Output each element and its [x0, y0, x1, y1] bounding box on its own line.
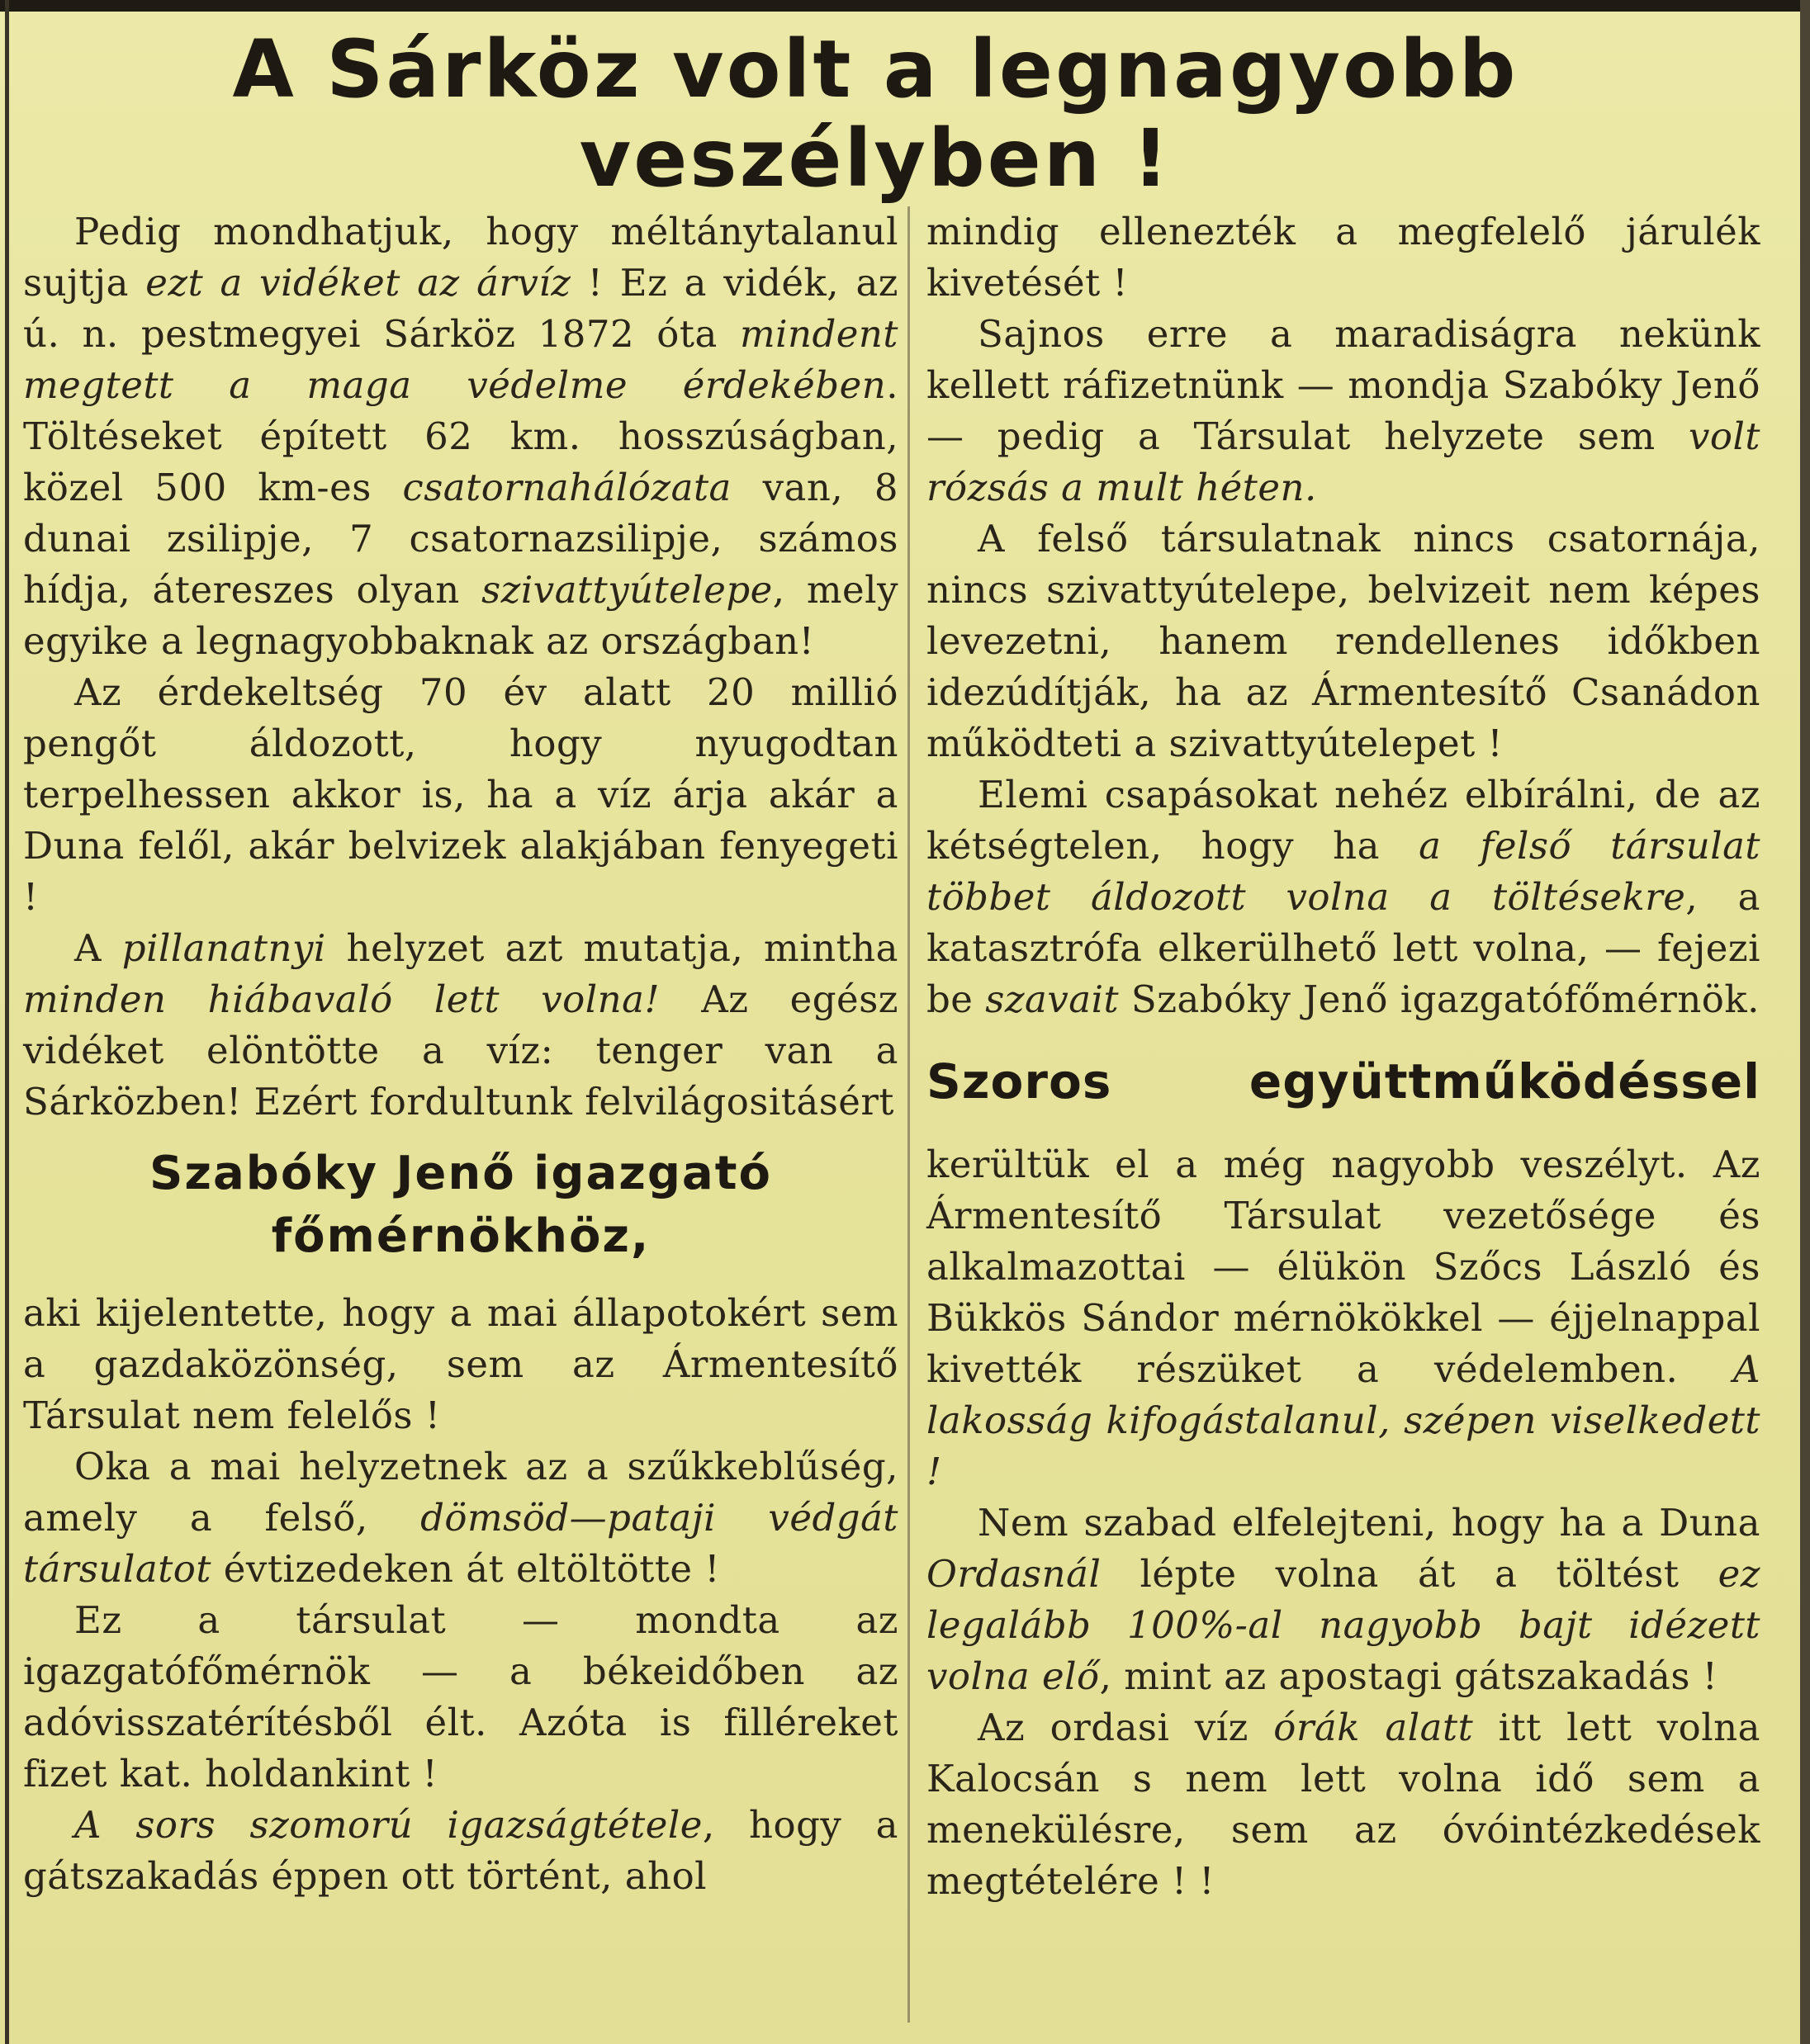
italic-run: szivattyútelepe [481, 568, 773, 612]
right-paragraph-4 [926, 769, 1760, 1025]
italic-run: mindent megtett a maga védelme érdekében [23, 312, 898, 407]
text-run: A [74, 926, 122, 970]
left-subheading: Szabóky Jenő igazgató főmérnökhöz, [149, 1147, 772, 1263]
right-paragraph-7 [926, 1702, 1760, 1907]
text-run: ! Ez a vidék, az ú. n. pestmegyei Sárköz 1872 óta [23, 261, 898, 356]
italic-run: minden hiábavaló lett volna! [23, 977, 661, 1021]
left-border-rule [5, 0, 9, 2044]
text-run: , mint az apostagi gátszakadás ! [1099, 1654, 1718, 1698]
italic-run: volt rózsás a mult héten. [926, 414, 1760, 509]
text-run: , mely egyike a legnagyobbaknak az országban! [23, 568, 898, 663]
italic-run: a felső társulat többet áldozott volna a töltésekre [926, 824, 1761, 919]
headline-line-1: A Sárköz volt a legnagyobb [232, 23, 1519, 116]
text-run: lépte volna át a töltést [1101, 1552, 1718, 1596]
left-paragraph-6: Ez a társulat — mondta az igazgatófőmérnök — a békeidőben az adóvisszatérítésből élt. Azóta is filléreket fizet kat. holdankint ! [23, 1598, 898, 1796]
text-run: Szabóky Jenő igazgatófőmérnök. [1119, 977, 1760, 1021]
text-run: van, 8 dunai zsilipje, 7 csatornazsilipje, számos hídja, átereszes olyan [23, 466, 898, 612]
italic-run: A lakosság kifogástalanul, szépen viselkedett ! [926, 1347, 1760, 1493]
italic-run: csatornahálózata [402, 466, 732, 509]
right-column [926, 206, 1760, 1907]
italic-run: szavait [985, 977, 1120, 1021]
left-paragraph-3 [23, 923, 898, 1128]
text-run: Pedig mondhatjuk, hogy méltánytalanul sujtja [23, 210, 898, 305]
text-run: Az egész vidéket elöntötte a víz: tenger van a Sárközben! Ezért fordultunk felvilágositásért [23, 977, 898, 1124]
text-run: Elemi csapásokat nehéz elbírálni, de az kétségtelen, hogy ha [926, 773, 1760, 868]
top-border-rule [0, 0, 1810, 12]
article-headline [99, 25, 1651, 203]
right-paragraph-6 [926, 1498, 1760, 1702]
text-run: Az ordasi víz [978, 1706, 1274, 1749]
italic-run: Ordasnál [926, 1552, 1102, 1596]
italic-run: ezt a vidéket az árvíz [145, 261, 571, 305]
left-paragraph-1 [23, 206, 898, 667]
right-subheading: Szoros együttműködéssel [926, 1053, 1760, 1110]
text-run: , hogy a gátszakadás éppen ott történt, ahol [23, 1803, 899, 1898]
text-run: Sajnos erre a maradiságra nekünk kellett ráfizetnünk — mondja Szabóky Jenő — pedig a Társulat helyzete sem [926, 312, 1760, 458]
italic-run: ez legalább 100%-al nagyobb bajt idézett volna elő [926, 1552, 1760, 1698]
text-run: , a katasztrófa elkerülhető lett volna, — fejezi be [926, 875, 1760, 1021]
text-run: évtizedeken át eltöltötte ! [211, 1547, 720, 1591]
text-run: helyzet azt mutatja, mintha [325, 926, 898, 970]
right-paragraph-2 [926, 309, 1760, 513]
italic-run: A sors szomorú igazságtétele [74, 1803, 703, 1847]
left-paragraph-5 [23, 1441, 898, 1595]
left-column [23, 206, 898, 1902]
headline-line-2: veszélyben ! [579, 112, 1172, 205]
right-paragraph-1: mindig ellenezték a megfelelő járulék kivetését ! [926, 210, 1760, 305]
text-run: . Töltéseket épített 62 km. hosszúságban, közel 500 km-es [23, 363, 898, 509]
right-paragraph-5 [926, 1139, 1760, 1498]
left-paragraph-7 [23, 1800, 898, 1902]
text-run: itt lett volna Kalocsán s nem lett volna idő sem a menekülésre, sem az óvóintézkedések megtételére ! ! [926, 1706, 1760, 1903]
right-paragraph-3: A felső társulatnak nincs csatornája, nincs szivattyútelepe, belvizeit nem képes levezetni, hanem rendellenes időkben idezúdítják, ha az Ármentesítő Csanádon működteti a szivattyútelepet ! [926, 517, 1760, 765]
column-divider [907, 206, 910, 2023]
text-run: Oka a mai helyzetnek az a szűkkeblűség, amely a felső, [23, 1445, 898, 1540]
left-paragraph-2: Az érdekeltség 70 év alatt 20 millió pengőt áldozott, hogy nyugodtan terpelhessen akkor is, ha a víz árja akár a Duna felől, akár belvizek alakjában fenyegeti ! [23, 670, 898, 919]
text-run: Nem szabad elfelejteni, hogy ha a Duna [978, 1501, 1760, 1545]
italic-run: pillanatnyi [121, 926, 326, 970]
text-run: kerültük el a még nagyobb veszélyt. Az Ármentesítő Társulat vezetősége és alkalmazottai — élükön Szőcs László és Bükkös Sándor mérnökökkel — éjjelnappal kivették részüket a védelemben. [926, 1143, 1760, 1391]
italic-run: órák alatt [1273, 1706, 1474, 1749]
left-paragraph-4: aki kijelentette, hogy a mai állapotokért sem a gazdaközönség, sem az Ármentesítő Társulat nem felelős ! [23, 1291, 898, 1437]
italic-run: dömsöd—pataji védgát társulatot [23, 1496, 898, 1591]
right-border-rule [1800, 0, 1810, 2044]
